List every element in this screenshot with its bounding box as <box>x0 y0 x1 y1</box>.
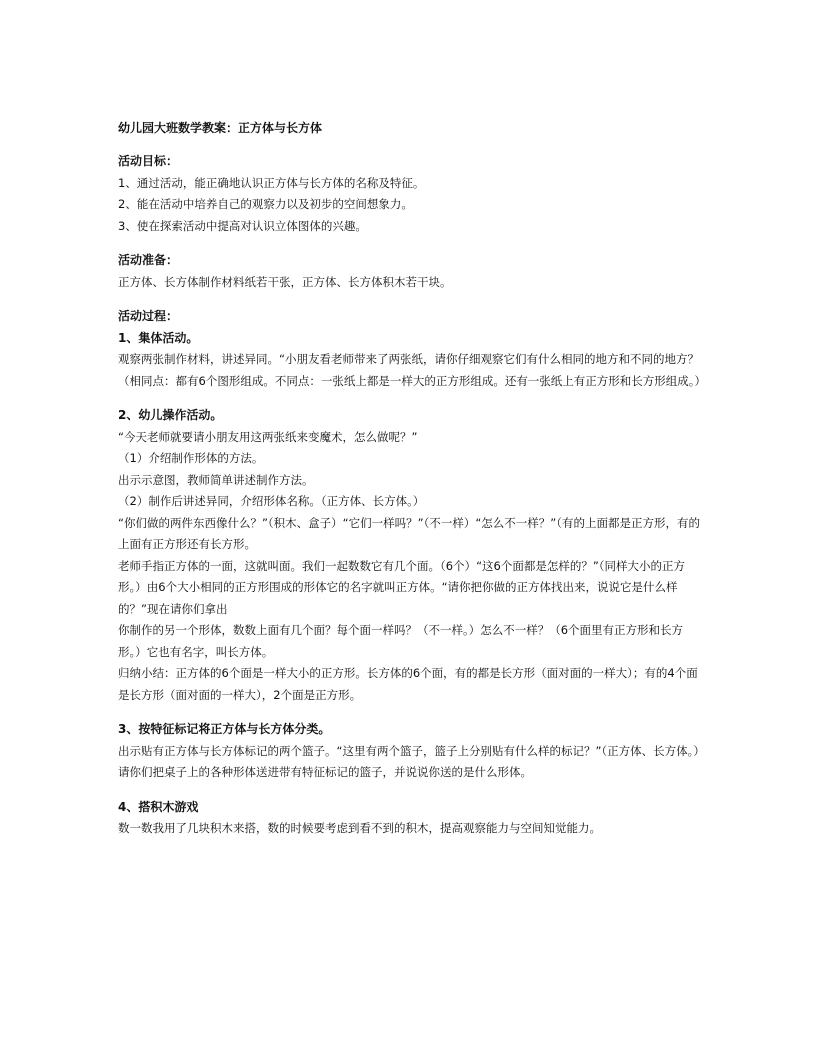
step2-line: 老师手指正方体的一面，这就叫面。我们一起数数它有几个面。（6个）“这6个面都是怎样的？”（同样大小的正方形。）由6个大小相同的正方形围成的形体它的名字就叫正方体。“请你把你做的正方体找出来，说说它是什么样的？”现在请你们拿出 <box>118 558 686 616</box>
goals-heading: 活动目标： <box>118 154 179 168</box>
goal-item: 3、使在探索活动中提高对认识立体图体的兴趣。 <box>118 218 367 233</box>
step1-heading: 1、集体活动。 <box>118 330 199 345</box>
document-title: 幼儿园大班数学教案：正方体与长方体 <box>118 121 323 135</box>
step3-heading: 3、按特征标记将正方体与长方体分类。 <box>118 722 331 736</box>
process-heading: 活动过程： <box>118 309 179 323</box>
step3-text: 出示贴有正方体与长方体标记的两个篮子。“这里有两个篮子，篮子上分别贴有什么样的标记？”（正方体、长方体。）请你们把桌子上的各种形体送进带有特征标记的篮子，并说说你送的是什么形体。 <box>118 743 700 779</box>
step2-line: （2）制作后讲述异同，介绍形体名称。（正方体、长方体。） <box>118 494 425 508</box>
document-body <box>118 118 707 840</box>
step2-line: “你们做的两件东西像什么？”（积木、盒子）“它们一样吗？”（不一样）“怎么不一样？”（有的上面都是正方形，有的上面有正方形还有长方形。 <box>118 515 700 551</box>
step2-line: 出示示意图，教师简单讲述制作方法。 <box>118 472 314 487</box>
step4-text: 数一数我用了几块积木来搭，数的时候要考虑到看不到的积木，提高观察能力与空间知觉能力。 <box>118 821 601 835</box>
step2-summary: 归纳小结：正方体的6个面是一样大小的正方形。长方体的6个面，有的都是长方形（面对面的一样大）；有的4个面是长方形（面对面的一样大），2个面是正方形。 <box>118 666 698 702</box>
goal-item: 2、能在活动中培养自己的观察力以及初步的空间想象力。 <box>118 197 413 211</box>
prep-text: 正方体、长方体制作材料纸若干张，正方体、长方体积木若干块。 <box>118 274 452 289</box>
step2-line: （1）介绍制作形体的方法。 <box>118 451 264 465</box>
step2-line: “今天老师就要请小朋友用这两张纸来变魔术，怎么做呢？” <box>118 429 418 444</box>
prep-heading: 活动准备： <box>118 253 179 267</box>
step4-heading: 4、搭积木游戏 <box>118 799 199 814</box>
goal-item: 1、通过活动，能正确地认识正方体与长方体的名称及特征。 <box>118 175 425 190</box>
step2-heading: 2、幼儿操作活动。 <box>118 408 223 422</box>
step1-text: 观察两张制作材料，讲述异同。“小朋友看老师带来了两张纸，请你仔细观察它们有什么相同的地方和不同的地方？（相同点：都有6个图形组成。不同点：一张纸上都是一样大的正方形组成。还有一张纸上有正方形和长方形组成。） <box>118 352 707 388</box>
step2-line: 你制作的另一个形体，数数上面有几个面？每个面一样吗？（不一样。）怎么不一样？（6个面里有正方形和长方形。）它也有名字，叫长方体。 <box>118 623 684 659</box>
